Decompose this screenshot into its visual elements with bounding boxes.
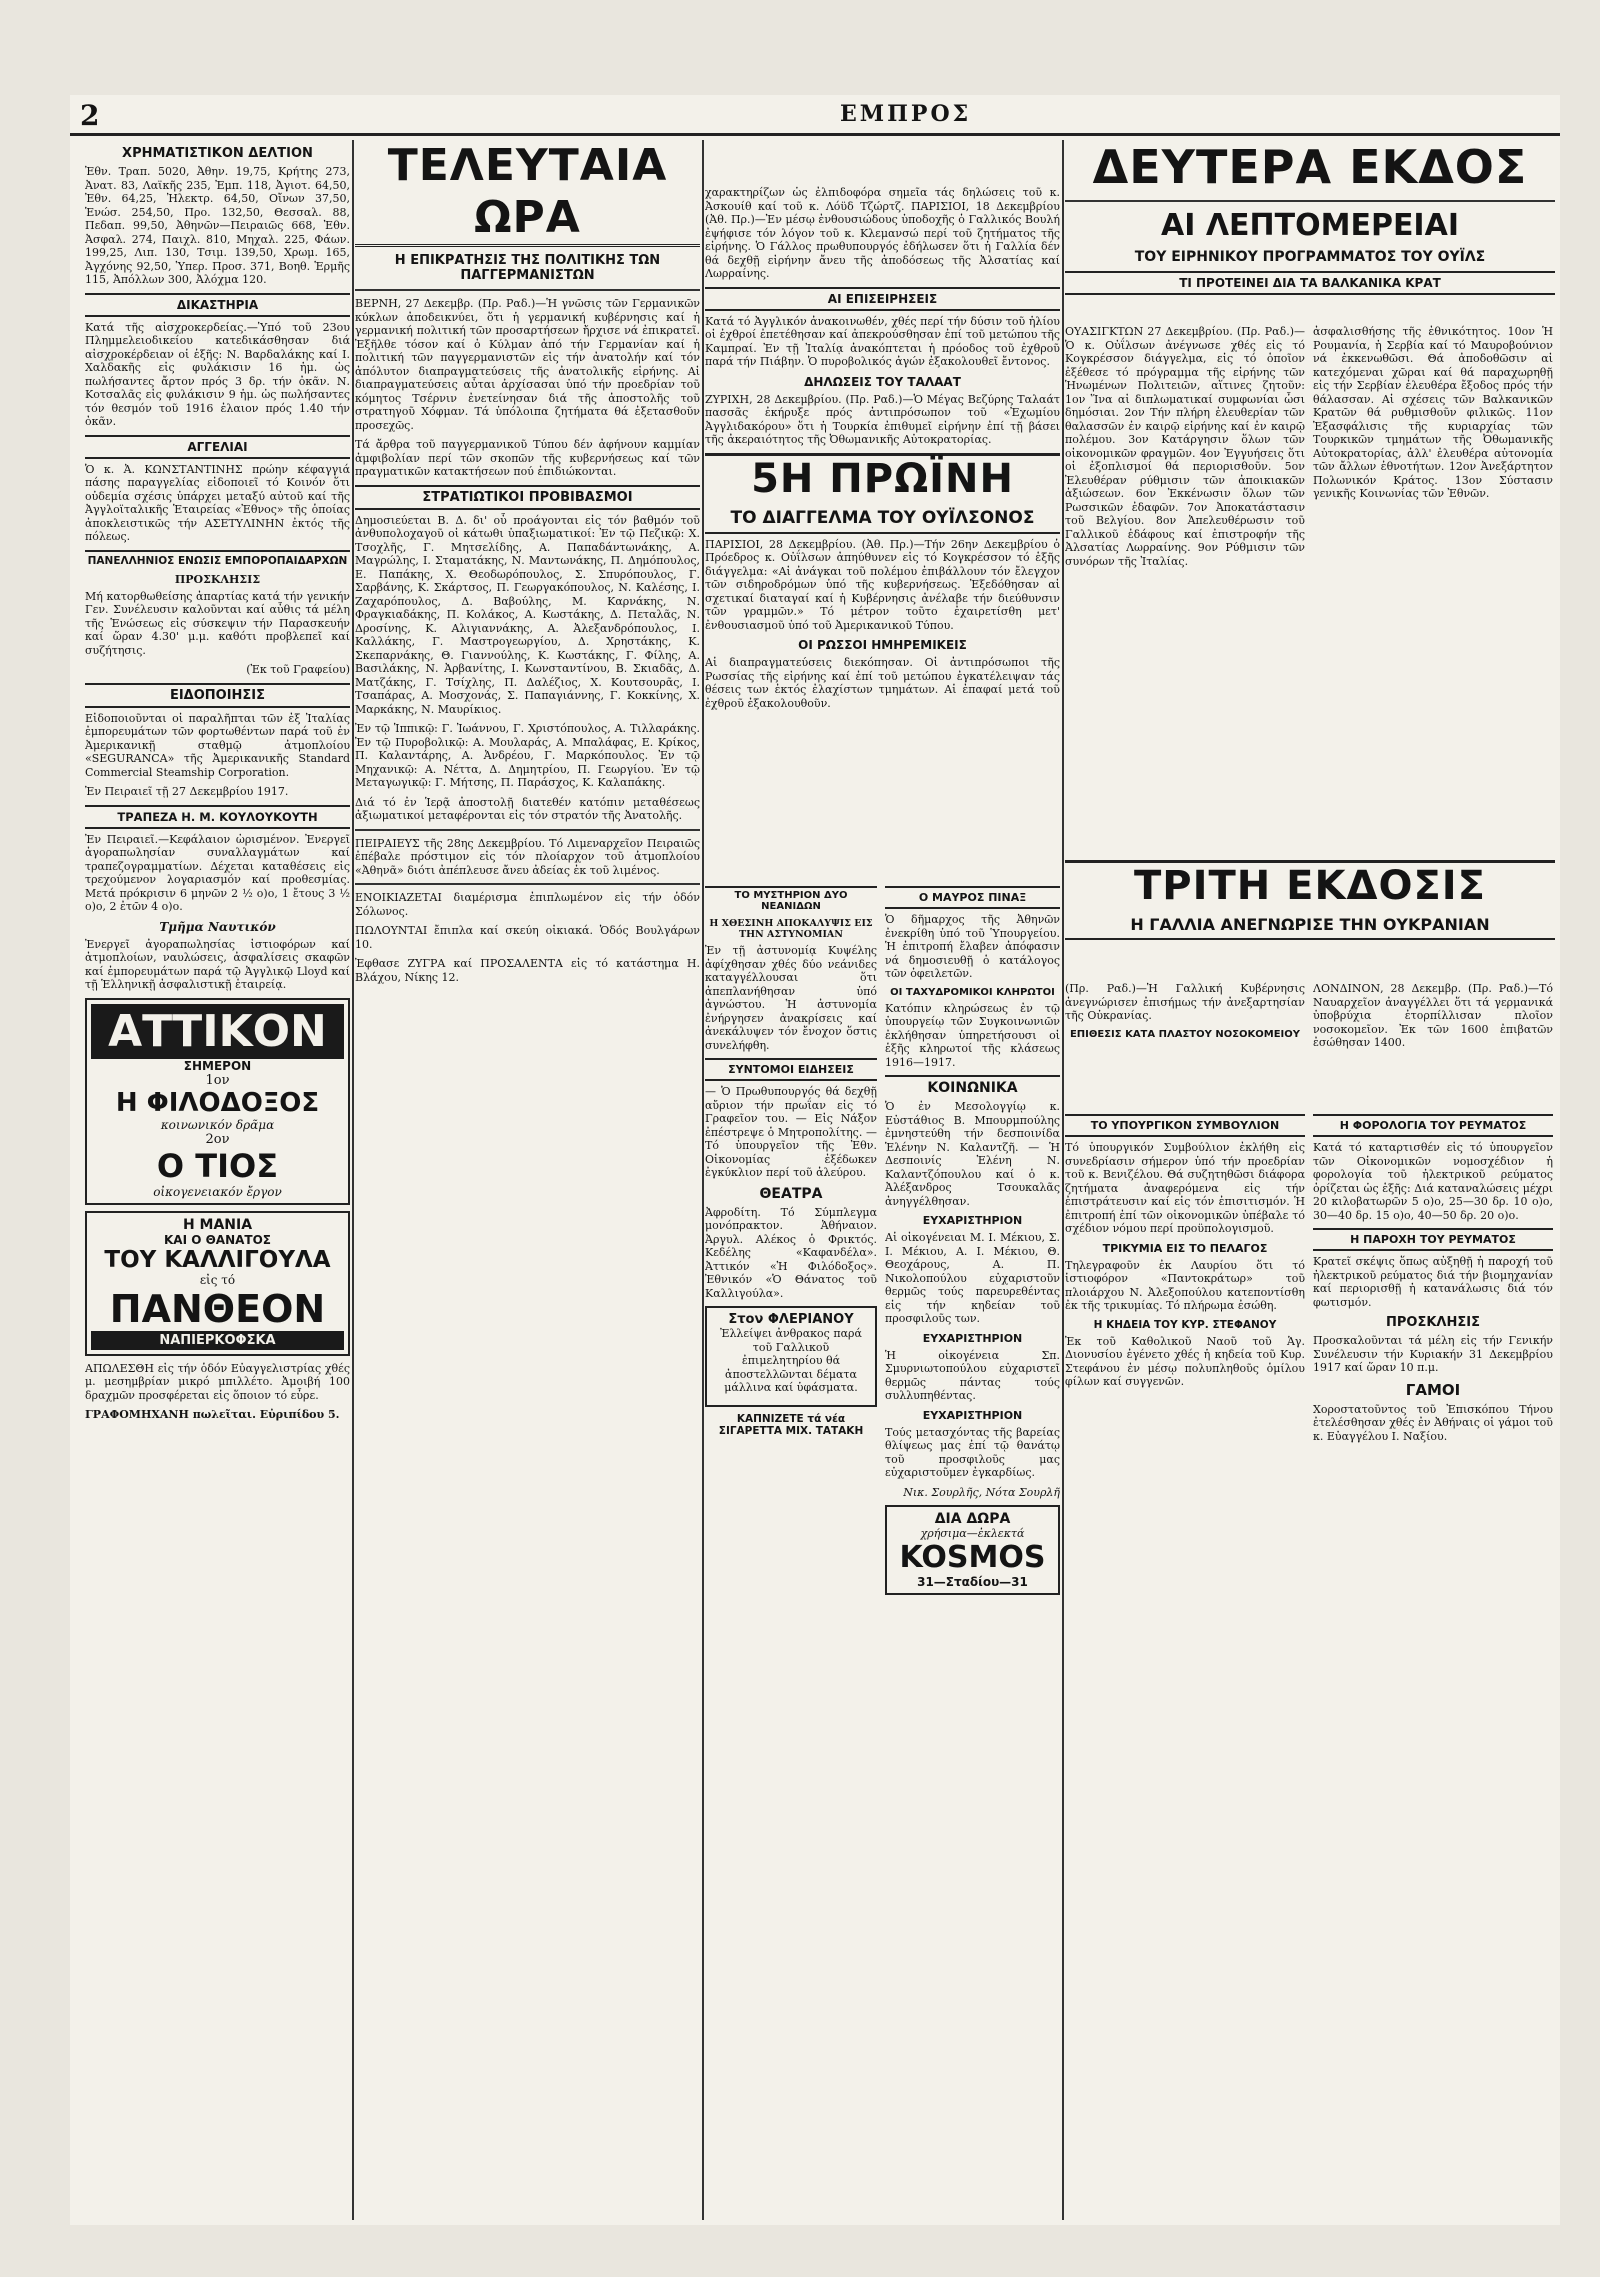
attikon-first: 1ον [205, 1072, 230, 1088]
cigarette-ad: ΚΑΠΝΙΖΕΤΕ τά νέα ΣΙΓΑΡΕΤΤΑ ΜΙΧ. ΤΑΤΑΚΗ [718, 1412, 864, 1437]
info-title: ΕΙΔΟΠΟΙΗΣΙΣ [85, 683, 350, 708]
third-col-left [705, 880, 877, 2210]
congress-title: ΠΑΝΕΛΛΗΝΙΟΣ ΕΝΩΣΙΣ ΕΜΠΟΡΟΠΑΙΔΑΡΧΩΝ [85, 550, 350, 567]
program-text-left: ΟΥΑΣΙΓΚΤΩΝ 27 Δεκεμβρίου. (Πρ. Ραδ.)—Ὁ κ. Οὐΐλσων ἀνέγνωσε χθές εἰς τό Κογκρέσσον διάγγελμα, εἰς τό ὁποῖον ἐξέθεσε τό πρόγραμμα τῆς εἰρήνης τῶν Ἡνωμένων Πολιτειῶν, αἵτινες ζητοῦν: 1ον Ἵνα αἱ διπλωματικαί συμφωνίαι ὦσι δημόσιαι. 2ον Τήν πλήρη ἐλευθερίαν τῶν θαλασσῶν ἐν καιρῷ εἰρήνης καί ἐν καιρῷ πολέμου. 3ον Κατάργησιν ὅλων τῶν οἰκονομικῶν φραγμῶν. 4ον Ἐγγυήσεις ὅτι οἱ ἐξοπλισμοί θά περιορισθοῦν. 5ον Ἐλευθέραν ρύθμισιν τῶν ἀποικιακῶν ἀξιώσεων. 6ον Ἐκκένωσιν ὅλων τῶν Ρωσσικῶν ἐδαφῶν. 7ον Ἀποκατάστασιν τοῦ Βελγίου. 8ον Ἀπελευθέρωσιν τοῦ Γαλλικοῦ ἐδάφους καί ἐπιστροφήν τῆς Ἀλσατίας Λωρραίνης. 9ον Ρύθμισιν τῶν συνόρων τῆς Ἰταλίας. [1065, 325, 1305, 568]
funeral-title: Η ΚΗΔΕΙΑ ΤΟΥ ΚΥΡ. ΣΤΕΦΑΝΟΥ [1093, 1318, 1277, 1331]
column-rule [352, 140, 354, 2220]
invite-title: ΠΡΟΣΚΛΗΣΙΣ [1386, 1315, 1480, 1330]
pantheon-line3: ΤΟΥ ΚΑΛΛΙΓΟΥΛΑ [104, 1246, 331, 1273]
divider [355, 829, 700, 831]
bank-text: Ἐν Πειραιεῖ.—Κεφάλαιον ὡρισμένον. Ἐνεργεῖ ἀγοραπωλησίαν συναλλαγμάτων καί τραπεζογραμματίων. Δέχεται καταθέσεις εἰς τρεχούμενον λογαριασμόν καί προθεσμίας. Μετά πρόκρισιν 6 μηνῶν 2 ½ ο)ο, 1 ἔτους 3 ½ ο)ο, 2 ἐτῶν 4 ο)ο. [85, 832, 350, 913]
details-headline: ΑΙ ΛΕΠΤΟΜΕΡΕΙΑΙ [1161, 208, 1459, 243]
attikon-second: 2ον [205, 1131, 230, 1147]
kosmos-ad [885, 1505, 1060, 1595]
thanks-signature: Νικ. Σουρλῆς, Νότα Σουρλῆ [903, 1485, 1060, 1499]
pantheon-ad [85, 1211, 350, 1356]
pantheon-title: ΠΑΝΘΕΟΝ [109, 1286, 326, 1331]
weddings-title: ΓΑΜΟΙ [1405, 1380, 1461, 1399]
attikon-genre2: οἰκογενειακόν ἔργον [153, 1184, 282, 1199]
wilson-program-right [1313, 325, 1553, 855]
thanks3-title: ΕΥΧΑΡΙΣΤΗΡΙΟΝ [922, 1408, 1023, 1422]
kosmos-sub: χρήσιμα—ἐκλεκτά [920, 1527, 1025, 1540]
divider [1065, 200, 1555, 202]
last-hour-banner: ΤΕΛΕΥΤΑΙΑ ΩΡΑ [355, 140, 700, 247]
storm-title: ΤΡΙΚΥΜΙΑ ΕΙΣ ΤΟ ΠΕΛΑΓΟΣ [1102, 1241, 1268, 1255]
column-second [355, 140, 700, 2220]
council-text: Τό ὑπουργικόν Συμβούλιον ἐκλήθη εἰς συνεδρίασιν σήμερον ὑπό τήν προεδρίαν τοῦ κ. Βενιζέλου. Θά συζητηθῶσι διάφορα ζητήματα ἀναφερόμενα εἰς τήν ἐπιστράτευσιν καί εἰς τόν ἐπισιτισμόν. Ἡ ἐπιτροπή ἐπί τῶν οἰκονομικῶν ὑπέβαλε τό σχέδιον νόμου περί προϋπολογισμοῦ. [1065, 1141, 1305, 1235]
sanatorium-sub: Η ΧΘΕΣΙΝΗ ΑΠΟΚΑΛΥΨΙΣ ΕΙΣ ΤΗΝ ΑΣΤΥΝΟΜΙΑΝ [709, 918, 873, 940]
kosmos-address: 31—Σταδίου—31 [917, 1575, 1028, 1589]
military-title: ΣΤΡΑΤΙΩΤΙΚΟΙ ΠΡΟΒΙΒΑΣΜΟΙ [355, 485, 700, 510]
hospital-subhead: ΕΠΙΘΕΣΙΣ ΚΑΤΑ ΠΛΑΣΤΟΥ ΝΟΣΟΚΟΜΕΙΟΥ [1069, 1028, 1301, 1040]
attikon-title: ΑΤΤΙΚΟΝ [91, 1004, 344, 1059]
military-text-3: Διά τό ἐν Ἱερᾷ ἀποστολῇ διατεθέν κατόπιν μεταθέσεως ἀξιωματικοί μεταφέρονται εἰς τόν στρατόν τῆς Ἀνατολῆς. [355, 795, 700, 822]
notices-title: ΑΓΓΕΛΙΑΙ [85, 435, 350, 459]
lottery-text: Κατόπιν κληρώσεως ἐν τῷ ὑπουργείῳ τῶν Συγκοινωνιῶν ἐκλήθησαν ὑπηρετήσουσι οἱ ἑξῆς κληρωτοί τῆς κλάσεως 1916—1917. [885, 1001, 1060, 1069]
courts-text: Κατά τῆς αἰσχροκερδείας.—Ὑπό τοῦ 23ου Πλημμελειοδικείου κατεδικάσθησαν διά αἰσχροκέρδειαν οἱ ἑξῆς: Ν. Βαρδαλάκης καί Ι. Χαλδακῆς εἰς φυλάκισιν 16 ἡμ. ὡς πωλήσαντες ἄρτον πρός 3 δρ. τήν ὀκᾶν. Ν. Κοτσαλᾶς εἰς φυλάκισιν 9 ἡμ. ὡς πωλήσαντες τόν θεσμόν τοῦ 1916 ἐλαιον πρός 1.40 τήν ὀκᾶν. [85, 320, 350, 428]
pantheon-line1: Η ΜΑΝΙΑ [182, 1216, 253, 1233]
lead-text-2: Τά ἄρθρα τοῦ παγγερμανικοῦ Τύπου δέν ἀφήνουν καμμίαν ἀμφιβολίαν περί τῶν σκοπῶν τῆς κυβερνήσεως καί τῶν πραγματικῶν κατακτήσεων πού ἐπιδιώκονται. [355, 438, 700, 478]
third-edition [1065, 860, 1555, 980]
morning-edition-banner: 5Η ΠΡΩΪΝΗ [705, 453, 1060, 502]
attikon-play1: Η ΦΙΛΟΔΟΞΟΣ [115, 1087, 320, 1118]
ukraine-right [1313, 982, 1553, 1102]
right-lower-right [1313, 1108, 1553, 2218]
column-right [1065, 140, 1555, 2220]
tax-text: Κατά τό καταρτισθέν εἰς τό ὑπουργεῖον τῶν Οἰκονομικῶν νομοσχέδιον ἡ φορολογία τοῦ ἠλεκτρικοῦ ρεύματος ὁρίζεται ὡς ἑξῆς: Διά καταναλώσεις μέχρι 20 κιλοβατωρῶν 5 ο)ο, 25—30 δρ. 10 ο)ο, 30—40 δρ. 15 ο)ο, 40—50 δρ. 20 ο)ο. [1313, 1141, 1553, 1222]
courts-title: ΔΙΚΑΣΤΗΡΙΑ [85, 293, 350, 317]
attikon-play2: Ο ΤΙΟΣ [156, 1146, 279, 1185]
attikon-today: ΣΗΜΕΡΟΝ [183, 1058, 252, 1073]
blackboard-title: Ο ΜΑΥΡΟΣ ΠΙΝΑΞ [885, 886, 1060, 909]
weddings-text: Χοροστατοῦντος τοῦ Ἐπισκόπου Τήνου ἐτελέσθησαν χθές ἐν Ἀθήναις οἱ γάμοι τοῦ κ. Εὐαγγέλου Ι. Ναξίου. [1313, 1402, 1553, 1443]
thanks-text: Αἱ οἰκογένειαι Μ. Ι. Μέκιου, Σ. Ι. Μέκιου, Α. Ι. Μέκιου, Θ. Θεοχάρους, Α. Π. Νικολοπούλου εὐχαριστοῦν θερμῶς τούς παρευρεθέντας εἰς τήν κηδείαν τοῦ προσφιλοῦς των. [885, 1231, 1060, 1325]
hospital-text: ΛΟΝΔΙΝΟΝ, 28 Δεκεμβρ. (Πρ. Ραδ.)—Τό Ναυαρχεῖον ἀναγγέλλει ὅτι τά γερμανικά ὑποβρύχια ἐτορπίλλισαν πλοῖον νοσοκομεῖον. Ἐκ τῶν 1600 ἐπιβατῶν ἐσώθησαν 1400. [1313, 982, 1553, 1049]
lost-notice: ΑΠΩΛΕΣΘΗ εἰς τήν ὁδόν Εὐαγγελιστρίας χθές μ. μεσημβρίαν μικρό μπιλλέτο. Ἀμοιβή 100 δραχμῶν προσφέρεται εἰς ὅποιον τό εὗρε. [85, 1361, 350, 1402]
column-rule [702, 140, 704, 2220]
ukraine-headline: Η ΓΑΛΛΙΑ ΑΝΕΓΝΩΡΙΣΕ ΤΗΝ ΟΥΚΡΑΝΙΑΝ [1065, 915, 1555, 940]
flerianou-text: Ἐλλείψει ἀνθρακος παρά τοῦ Γαλλικοῦ ἐπιμελητηρίου θά ἀποστελλῶνται δέματα μάλλινα καί ὑφάσματα. [720, 1327, 862, 1394]
arrivals-notice: Ἐφθασε ΖΥΓΡΑ καί ΠΡΟΣΑΛΕΝΤΑ εἰς τό κατάστημα Η. Βλάχου, Νίκης 12. [355, 957, 700, 984]
flerianou-head: Στον ΦΛΕΡΙΑΝΟΥ [728, 1312, 854, 1327]
kosmos-head: ΔΙΑ ΔΩΡΑ [934, 1511, 1011, 1527]
sale-notice: ΠΩΛΟΥΝΤΑΙ ἔπιπλα καί σκεύη οἰκιακά. Ὁδός Βουλγάρων 10. [355, 924, 700, 951]
market-text: Ἐθν. Τραπ. 5020, Ἀθην. 19,75, Κρήτης 273, Ἀνατ. 83, Λαϊκῆς 235, Ἐμπ. 118, Ἀγιοτ. 64,50, Ἐθν. 64,25, Ἠλεκτρ. 64,50, Οἴνων 37,50, Ἑνώσ. 254,50, Προ. 132,50, Θεσσαλ. 88, Πεδαπ. 99,50, Ἀθηνῶν—Πειραιῶς 668, Ἐθν. Ἀσφαλ. 274, Παιχλ. 810, Μηχαλ. 225, Φάων. 199,25, Λιπ. 130, Τσιμ. 139,50, Χρωμ. 165, Ἀγχόνης 92,50, Ὑπερ. Προσ. 371, Βοηθ. Ἑρμῆς 115, Ἀπόλλων 300, Ἀλόχμα 120. [85, 165, 350, 286]
congress-sub: ΠΡΟΣΚΛΗΣΙΣ [174, 572, 261, 586]
paper-title: ΕΜΠΡΟΣ [840, 101, 972, 127]
tax-title: Η ΦΟΡΟΛΟΓΙΑ ΤΟΥ ΡΕΥΜΑΤΟΣ [1313, 1114, 1553, 1137]
russian-title: ΟΙ ΡΩΣΣΟΙ ΗΜΗΡΕΜΙΚΕΙΣ [798, 638, 967, 652]
kosmos-title: KOSMOS [899, 1540, 1046, 1575]
lead-text: ΒΕΡΝΗ, 27 Δεκεμβρ. (Πρ. Ραδ.)—Ἡ γνῶσις τῶν Γερμανικῶν κύκλων ἀποδεικνύει, ὅτι ἡ γερμανική κυβέρνησις καί ἡ γερμανική πολιτική τῶν προσαρτήσεων ἤρχισε νά ἐπικρατεῖ. Ἐξῆλθε τόσον καί ὁ Κύλμαν ἀπό τήν Γερμανίαν καί ἡ πολιτική τῶν παγγερμανιστῶν εἰς τήν ἀνατολήν καί τόν ἀπόλυτον διαπραγματεύσεις τῆς ἀνατολικῆς εἰρήνης. Αἱ διαπραγματεύσεις αὗται ἀρχίσασαι ὑπό τήν προεδρίαν τοῦ κόμητος Τσέρνιν ἐνετείνησαν διά τῆς ἀποστολῆς τοῦ στρατηγοῦ Χόφμαν. Τά ὑπόλοιπα ζητήματα θά ἐξετασθοῦν προσεχῶς. [355, 297, 700, 432]
column-third [705, 140, 1060, 2220]
theatre-text: Ἀφροδίτη. Τό Σύμπλεγμα μονόπρακτον. Ἀθήναιον. Ἀργυλ. Αλέκος ὁ Φρικτός. Κεδέλης «Καφανδέλα». Ἀττικόν «Ἡ Φιλόδοξος». Ἐθνικόν «Ὁ Θάνατος τοῦ Καλλιγούλα». [705, 1205, 877, 1300]
naval-text: Ἐνεργεῖ ἀγοραπωλησίας ἱστιοφόρων καί ἀτμοπλοίων, ναυλώσεις, ἀσφαλίσεις σκαφῶν καί ἐμπορευμάτων παρά τῷ Ἀγγλικῷ Lloyd καί τῇ Ἑλληνικῇ ἀσφαλιστικῇ ἑταιρείᾳ. [85, 937, 350, 991]
third-col-right [885, 880, 1060, 2210]
typewriter-notice: ΓΡΑΦΟΜΗΧΑΝΗ πωλεῖται. Εὐριπίδου 5. [85, 1408, 340, 1421]
page-number: 2 [80, 99, 100, 132]
military-text: Δημοσιεύεται Β. Δ. δι' οὗ προάγονται εἰς τόν βαθμόν τοῦ ἀνθυπολοχαγοῦ οἱ κάτωθι ὑπαξιωματικοί: Ἐν τῷ Πεζικῷ: Χ. Τσοχλῆς, Γ. Μητσελίδης, Α. Παπαδάντωνάκης, Α. Μαγρώλης, Ι. Σταματάκης, Ν. Μαντωνάκης, Π. Δημόπουλος, Ε. Παπάκης, Χ. Θεοδωρόπουλος, Σ. Σπυρόπουλος, Γ. Σαρβάνης, Κ. Σκάρτσος, Π. Γεωργακόπουλος, Ν. Καλέσης, Ι. Ζαχαρόπουλος, Δ. Βαβούλης, Μ. Καρνάκης, Ν. Φραγκιαδάκης, Π. Κολάκος, Α. Κωστάκης, Δ. Πεταλᾶς, Ν. Δροσίνης, Κ. Αλιγιαννάκης, Α. Ἀλεξανδρόπουλος, Ι. Καλλάκης, Γ. Μαστρογεωργίου, Δ. Χρηστάκης, Κ. Σκεπαρνάκης, Θ. Γιαννούλης, Κ. Κωστάκης, Γ. Φίλης, Α. Βασιλάκης, Ν. Ἀρβανίτης, Ι. Κωνσταντίνου, Β. Σκιαδᾶς, Δ. Ματζάκης, Γ. Τσίχλης, Π. Δαλέζιος, Χ. Κουτσουρᾶς, Ι. Τσαπάρας, Α. Μοσχονάς, Σ. Παπαγιάννης, Γ. Κοκκίνης, Χ. Μαρκάκης, Ν. Μαυρίκιος. [355, 513, 700, 716]
divider [355, 883, 700, 885]
ukraine-text: (Πρ. Ραδ.)—Ἡ Γαλλική Κυβέρνησις ἀνεγνώρισεν ἐπισήμως τήν ἀνεξαρτησίαν τῆς Οὐκρανίας. [1065, 982, 1305, 1022]
social-title: ΚΟΙΝΩΝΙΚΑ [885, 1075, 1060, 1096]
thanks2-text: Ἡ οἰκογένεια Σπ. Σμυρνιωτοπούλου εὐχαριστεῖ θερμῶς πάντας τούς συλλυπηθέντας. [885, 1348, 1060, 1402]
program-text-right: ἀσφαλισθήσης τῆς ἐθνικότητος. 10ον Ἡ Ρουμανία, ἡ Σερβία καί τό Μαυροβούνιον νά ἐκκενωθῶσι. Θά ἀποδοθῶσιν αἱ κατεχόμεναι χῶραι καί θά παραχωρηθῇ εἰς τήν Σερβίαν ἐλευθέρα ἔξοδος πρός τήν θάλασσαν. Αἱ σχέσεις τῶν Βαλκανικῶν Κρατῶν θά ρυθμισθοῦν φιλικῶς. 11ον Ἐξασφάλισις τῆς κυριαρχίας τῶν Τουρκικῶν τμημάτων τῆς Ὀθωμανικῆς Αὐτοκρατορίας, ἀλλ' ἐλευθέρα αὐτονομία τῶν ἄλλων ἐθνοτήτων. 12ον Ἀνεξάρτητον Πολωνικόν Κράτος. 13ον Σύστασιν γενικῆς Κοινωνίας τῶν Ἐθνῶν. [1313, 325, 1553, 500]
third-edition-banner: ΤΡΙΤΗ ΕΚΔΟΣΙΣ [1065, 860, 1555, 909]
supply-text: Κρατεῖ σκέψις ὅπως αὐξηθῇ ἡ παροχή τοῦ ἠλεκτρικοῦ ρεύματος διά τήν βιομηχανίαν καί περιορισθῇ ἡ κατανάλωσις διά τόν φωτισμόν. [1313, 1255, 1553, 1309]
pantheon-star: ΝΑΠΙΕΡΚΟΦΣΚΑ [91, 1331, 344, 1350]
brief-text: — Ὁ Πρωθυπουργός θά δεχθῇ αὔριον τήν πρωΐαν εἰς τό Γραφεῖον του. — Εἰς Νάξον ἐπέστρεψε ὁ Μητροπολίτης. — Τό ὑπουργεῖον τῆς Ἐθν. Οἰκονομίας ἐξέδωκεν ἐγκύκλιον περί τοῦ ἀλεύρου. [705, 1085, 877, 1179]
invite-text: Προσκαλοῦνται τά μέλη εἰς τήν Γενικήν Συνέλευσιν τήν Κυριακήν 31 Δεκεμβρίου 1917 καί ὥραν 10 π.μ. [1313, 1334, 1553, 1374]
masthead [70, 95, 1560, 135]
bank-title: ΤΡΑΠΕΖΑ Η. Μ. ΚΟΥΛΟΥΚΟΥΤΗ [85, 805, 350, 829]
thanks-title: ΕΥΧΑΡΙΣΤΗΡΙΟΝ [922, 1214, 1023, 1227]
piraeus-text: ΠΕΙΡΑΙΕΥΣ τῆς 28ης Δεκεμβρίου. Τό Λιμεναρχεῖον Πειραιῶς ἐπέβαλε πρόστιμον εἰς τόν πλοίαρχον τοῦ ἀτμοπλοίου «Ἀθηνᾶ» διότι ἀπέπλευσε ἄνευ ἀδείας ἐκ τοῦ λιμένος. [355, 836, 700, 877]
attikon-ad [85, 998, 350, 1205]
notices-text: Ὁ κ. Ἀ. ΚΩΝΣΤΑΝΤΙΝΗΣ πρώην κέφαγγιά πάσης παραγγελίας εἰδοποιεῖ τό Κοινόν ὅτι οὐδεμία σχέσις ὑπάρχει μεταξύ αὐτοῦ καί τῆς Ἀγγλοϊταλικῆς Ἑταιρείας «Ἐθνος» τῆς ὁποίας ἀποκλειστικῶς τήν ΑΣΕΤΥΛΙΝΗΝ ἐκτός τῆς πόλεως. [85, 462, 350, 543]
theatre-title: ΘΕΑΤΡΑ [759, 1185, 823, 1202]
pantheon-line2: ΚΑΙ Ο ΘΑΝΑΤΟΣ [163, 1232, 271, 1247]
pan-german-headline: Η ΕΠΙΚΡΑΤΗΣΙΣ ΤΗΣ ΠΟΛΙΤΙΚΗΣ ΤΩΝ ΠΑΓΓΕΡΜΑΝΙΣΤΩΝ [394, 253, 661, 283]
masthead-rule [70, 133, 1560, 136]
talaat-title: ΔΗΛΩΣΕΙΣ ΤΟΥ ΤΑΛΑΑΤ [804, 374, 961, 389]
offensives-text: Κατά τό Ἀγγλικόν ἀνακοινωθέν, χθές περί τήν δύσιν τοῦ ἡλίου οἱ ἐχθροί ἐπετέθησαν καί ἀπεκρούσθησαν ἐπί τοῦ μετώπου τῆς Καμπραί. Ἐν τῇ Ἰταλίᾳ ἀνακόπτεται ἡ πρόοδος τοῦ ἐχθροῦ παρά τήν Πιάβην. Ὁ πυροβολικός ἀγών ἐξακολουθεῖ ἔντονος. [705, 314, 1060, 368]
column-rule [1062, 140, 1064, 2220]
info-sign: Ἐν Πειραιεῖ τῇ 27 Δεκεμβρίου 1917. [85, 785, 289, 798]
thanks2-title: ΕΥΧΑΡΙΣΤΗΡΙΟΝ [922, 1331, 1023, 1345]
blackboard-text: Ὁ δῆμαρχος τῆς Ἀθηνῶν ἐνεκρίθη ὑπό τοῦ Ὑπουργείου. Ἡ ἐπιτροπή ἔλαβεν ἀπόφασιν νά δημοσιευθῇ ὁ κατάλογος τῶν ὀφειλετῶν. [885, 913, 1060, 980]
ukraine-left [1065, 982, 1305, 1102]
lottery-title: ΟΙ ΤΑΧΥΔΡΟΜΙΚΟΙ ΚΛΗΡΩΤΟΙ [890, 986, 1055, 998]
congress-sign: (Ἐκ τοῦ Γραφείου) [246, 663, 350, 676]
brief-title: ΣΥΝΤΟΜΟΙ ΕΙΔΗΣΕΙΣ [705, 1058, 877, 1081]
attikon-genre1: κοινωνικόν δρᾶμα [160, 1117, 275, 1132]
funeral-text: Ἐκ τοῦ Καθολικοῦ Ναοῦ τοῦ Ἁγ. Διονυσίου ἐγένετο χθές ἡ κηδεία τοῦ Κυρ. Στεφάνου ἐν μέσῳ πολυπληθοῦς ὁμίλου φίλων καί συγγενῶν. [1065, 1334, 1305, 1388]
pantheon-line4: εἰς τό [199, 1272, 236, 1287]
wilson-text: ΠΑΡΙΣΙΟΙ, 28 Δεκεμβρίου. (Ἀθ. Πρ.)—Τήν 26ην Δεκεμβρίου ὁ Πρόεδρος κ. Οὐΐλσων ἀπηύθυνεν εἰς τό Κογκρέσσον τό ἑξῆς διάγγελμα: «Αἱ ἀνάγκαι τοῦ πολέμου ἐπιβάλλουν τόν ἔλεγχον τῶν σιδηροδρόμων ὑπό τῆς κυβερνήσεως. Ἐξεδόθησαν αἱ σχετικαί διαταγαί καί ἡ Κυβέρνησις ἀνέλαβε τήν διεύθυνσιν τῶν γραμμῶν.» Τό μέτρον τοῦτο ἐχαιρετίσθη μετ' ἐνθουσιασμοῦ ὑπό τοῦ Ἀμερικανικοῦ Τύπου. [705, 537, 1060, 632]
congress-text: Μή κατορθωθείσης ἀπαρτίας κατά τήν γενικήν Γεν. Συνέλευσιν καλοῦνται καί αὖθις τά μέλη τῆς Ἑνώσεως εἰς σύσκεψιν τήν Παρασκευήν καί ὥραν 4.30' μ.μ. καθότι προβλεπεῖ καί συζήτησις. [85, 589, 350, 657]
social-text: Ὁ ἐν Μεσολογγίῳ κ. Εὐστάθιος Β. Μπουρμπούλης ἐμνηστεύθη τήν δεσποινίδα Ἑλένην Ν. Καλαντζῆ. — Ἡ Δεσποινίς Ἑλένη Ν. Καλαντζόπουλου καί ὁ κ. Ἀλέξανδρος Τσουκαλᾶς ἀνηγγέλθησαν. [885, 1100, 1060, 1208]
right-lower-left [1065, 1108, 1305, 2218]
wilson-headline: ΤΟ ΔΙΑΓΓΕΛΜΑ ΤΟΥ ΟΥΪΛΣΟΝΟΣ [705, 508, 1060, 534]
flerianou-ad [705, 1306, 877, 1407]
wilson-program-left [1065, 325, 1305, 855]
program-headline: ΤΟΥ ΕΙΡΗΝΙΚΟΥ ΠΡΟΓΡΑΜΜΑΤΟΣ ΤΟΥ ΟΥΪΛΣ [1134, 249, 1486, 265]
council-title: ΤΟ ΥΠΟΥΡΓΙΚΟΝ ΣΥΜΒΟΥΛΙΟΝ [1065, 1114, 1305, 1137]
info-text: Εἰδοποιοῦνται οἱ παραλῆπται τῶν ἐξ Ἰταλίας ἐμπορευμάτων τῶν φορτωθέντων παρά τοῦ ἐν Ἀμερικανικῇ σταθμῷ ἀτμοπλοίου «SEGURANCA» τῆς Ἀμερικανικῆς Standard Commercial Steamship Corporation. [85, 711, 350, 779]
column-left [85, 140, 350, 2220]
military-text-2: Ἐν τῷ Ἱππικῷ: Γ. Ἰωάννου, Γ. Χριστόπουλος, Α. Τιλλαράκης. Ἐν τῷ Πυροβολικῷ: Α. Μουλαράς, Α. Μπαλάφας, Ε. Κρίκος, Π. Καλαντάρης, Α. Ἀνδρέου, Γ. Μαρκόπουλος. Ἐν τῷ Μηχανικῷ: Α. Νέττα, Δ. Δημητρίου, Π. Γεωργίου. Ἐν τῷ Μεταγωγικῷ: Γ. Μήτσης, Π. Παράσχος, Κ. Καλαπάκης. [355, 722, 700, 789]
thanks3-text: Τούς μετασχόντας τῆς βαρείας θλίψεως μας ἐπί τῷ θανάτῳ τοῦ προσφιλοῦς μας εὐχαριστοῦμεν ἐγκαρδίως. [885, 1425, 1060, 1479]
balkan-headline: ΤΙ ΠΡΟΤΕΙΝΕΙ ΔΙΑ ΤΑ ΒΑΛΚΑΝΙΚΑ ΚΡΑΤ [1065, 271, 1555, 295]
divider [355, 289, 700, 291]
market-title: ΧΡΗΜΑΤΙΣΤΙΚΟΝ ΔΕΛΤΙΟΝ [122, 146, 313, 161]
talaat-text: ΖΥΡΙΧΗ, 28 Δεκεμβρίου. (Πρ. Ραδ.)—Ὁ Μέγας Βεζύρης Ταλαάτ πασσᾶς ἐκήρυξε πρός ἀντιπρόσωπον τοῦ «Ἐχωμίου Ἀγγλιδακόρου» ὅτι ἡ Τουρκία ἐπιθυμεῖ εἰρήνην ἐπί τῇ βάσει τῆς ἀκεραιότητος τῆς Ὀθωμανικῆς Αὐτοκρατορίας. [705, 392, 1060, 446]
storm-text: Τηλεγραφοῦν ἐκ Λαυρίου ὅτι τό ἱστιοφόρον «Παντοκράτωρ» τοῦ πλοιάρχου Ν. Ἀλεξοπούλου κατεποντίσθη ἐκ τῆς τρικυμίας. Τό πλήρωμα ἐσώθη. [1065, 1258, 1305, 1312]
russian-text: Αἱ διαπραγματεύσεις διεκόπησαν. Οἱ ἀντιπρόσωποι τῆς Ρωσσίας τῆς εἰρήνης καί ἐπί τοῦ μετώπου ἐγκατέλειψαν τάς θέσεις των ἐκτός ἐλαχίστων τμημάτων. Αἱ ἐπαφαί μετά τοῦ ἐχθροῦ ἐξακολουθοῦν. [705, 656, 1060, 710]
sanatorium-text: Ἐν τῇ ἀστυνομίᾳ Κυψέλης ἀφίχθησαν χθές δύο νεάνιδες καταγγέλλουσαι ὅτι ἀπεπλανήθησαν ὑπό ἀγνώστου. Ἡ ἀστυνομία ἐνήργησεν ἀνακρίσεις καί ἀνεκάλυψεν τόν ἔνοχον ὅστις συνελήφθη. [705, 944, 877, 1052]
rent-notice: ΕΝΟΙΚΙΑΖΕΤΑΙ διαμέρισμα ἐπιπλωμένον εἰς τήν ὁδόν Σόλωνος. [355, 891, 700, 918]
naval-title: Τμῆμα Ναυτικόν [159, 919, 276, 934]
second-edition-banner: ΔΕΥΤΕΡΑ ΕΚΔΟΣ [1092, 140, 1528, 194]
supply-title: Η ΠΑΡΟΧΗ ΤΟΥ ΡΕΥΜΑΤΟΣ [1313, 1228, 1553, 1251]
sanatorium-title: ΤΟ ΜΥΣΤΗΡΙΟΝ ΔΥΟ ΝΕΑΝΙΔΩΝ [705, 886, 877, 912]
offensives-title: ΑΙ ΕΠΙΣΕΙΡΗΣΕΙΣ [705, 287, 1060, 311]
continued-text: χαρακτηρίζων ὡς ἐλπιδοφόρα σημεῖα τάς δηλώσεις τοῦ κ. Ἀσκουίθ καί τοῦ κ. Λόϋδ Τζώρτζ. ΠΑΡΙΣΙΟΙ, 18 Δεκεμβρίου (Ἀθ. Πρ.)—Ἐν μέσῳ ἐνθουσιώδους ὑποδοχῆς ὁ Γαλλικός Βουλή ἐψήφισε τόν λόγον τοῦ κ. Κλεμανσώ περί τοῦ ζητήματος τῆς εἰρήνης. Ὁ Γάλλος πρωθυπουργός ἐδήλωσεν ὅτι ἡ Γαλλία δέν θά δεχθῇ εἰρήνην ἄνευ τῆς ἀποδόσεως τῆς Ἀλσατίας καί Λωρραίνης. [705, 186, 1060, 280]
